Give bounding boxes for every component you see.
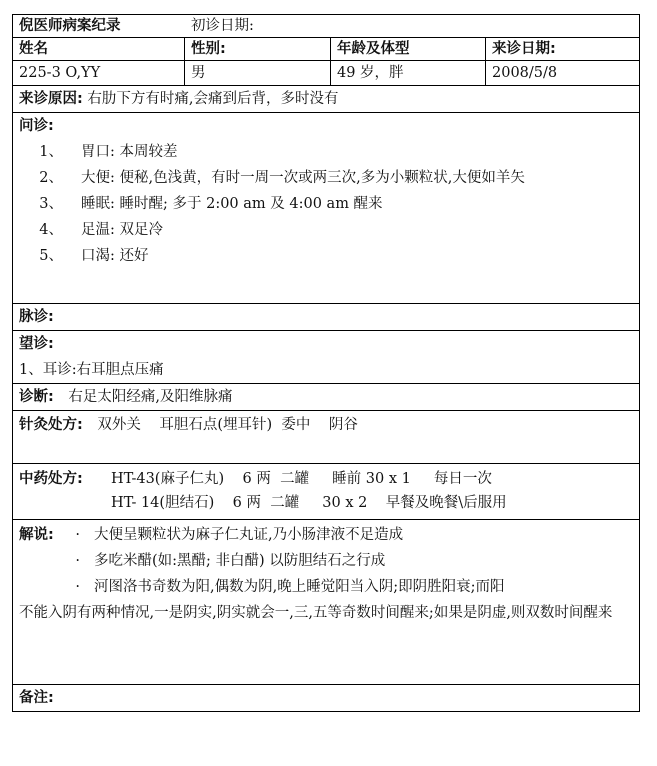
explanation-cell: 解说: · 大便呈颗粒状为麻子仁丸证,乃小肠津液不足造成 · 多吃米醋(如:黑醋; 非白醋) 以防胆结石之行成 · 河图洛书奇数为阳,偶数为阴,晚上睡觉阳当入阴;即阴胜阳衰;而阳 不能入阴有两种情况,一是阴实,阴实就会一,三,五等奇数时间醒来;如果是阴虚,则双数时间醒来 xyxy=(13,520,640,685)
case-record xyxy=(12,14,639,712)
herbal-label: 中药处方: xyxy=(19,471,83,487)
col-age-header: 年龄及体型 xyxy=(331,38,486,61)
explanation-bullet-item: · 多吃米醋(如:黑醋; 非白醋) 以防胆结石之行成 xyxy=(19,548,633,574)
visit-date: 2008/5/8 xyxy=(486,61,640,86)
herbal-cell xyxy=(13,464,640,520)
title-cell xyxy=(13,15,640,38)
inquiry-item: 4、 足温: 双足冷 xyxy=(39,222,163,238)
record-title: 倪医师病案纪录 xyxy=(19,18,121,34)
col-date-header: 来诊日期: xyxy=(486,38,640,61)
herbal-line: HT-43(麻子仁丸) 6 两 二罐 睡前 30 x 1 每日一次 xyxy=(111,471,492,487)
bullet-icon: · xyxy=(75,527,80,543)
inquiry-item: 1、 胃口: 本周较差 xyxy=(39,144,178,160)
diagnosis-cell xyxy=(13,384,640,411)
first-visit-label: 初诊日期: xyxy=(191,18,254,34)
inquiry-item: 2、 大便: 便秘,色浅黄，有时一周一次或两三次,多为小颗粒状,大便如羊矢 xyxy=(39,170,525,186)
patient-sex: 男 xyxy=(185,61,331,86)
case-record-table xyxy=(12,14,640,712)
inquiry-item: 5、 口渴: 还好 xyxy=(39,248,149,264)
notes-label: 备注: xyxy=(19,690,54,706)
diagnosis-label: 诊断: xyxy=(19,389,54,405)
acupuncture-cell xyxy=(13,411,640,464)
observe-label: 望诊: xyxy=(19,336,54,352)
patient-age-build: 49 岁，胖 xyxy=(331,61,486,86)
diagnosis-text: 右足太阳经痛,及阳维脉痛 xyxy=(68,389,233,405)
explanation-bullet-item: · 河图洛书奇数为阳,偶数为阴,晚上睡觉阳当入阴;即阴胜阳衰;而阳 xyxy=(19,574,633,600)
col-sex-header: 性别: xyxy=(185,38,331,61)
bullet-icon: · xyxy=(75,579,80,595)
observe-cell xyxy=(13,331,640,384)
pulse-cell xyxy=(13,304,640,331)
herbal-line: HT- 14(胆结石) 6 两 二罐 30 x 2 早餐及晚餐\后服用 xyxy=(111,495,507,511)
reason-label: 来诊原因: xyxy=(19,91,83,107)
observe-text: 1、耳诊:右耳胆点压痛 xyxy=(19,362,164,378)
inquiry-cell xyxy=(13,113,640,304)
reason-cell xyxy=(13,86,640,113)
inquiry-item: 3、 睡眠: 睡时醒; 多于 2:00 am 及 4:00 am 醒来 xyxy=(39,196,383,212)
notes-cell xyxy=(13,685,640,712)
patient-name: 225-3 O,YY xyxy=(13,61,185,86)
acupuncture-label: 针灸处方: xyxy=(19,417,83,433)
inquiry-label: 问诊: xyxy=(19,118,54,134)
reason-text: 右肋下方有时痛,会痛到后背，多时没有 xyxy=(87,91,339,107)
bullet-icon: · xyxy=(75,553,80,569)
acupuncture-text: 双外关 耳胆石点(埋耳针) 委中 阴谷 xyxy=(97,417,358,433)
explanation-bullet-item: · 大便呈颗粒状为麻子仁丸证,乃小肠津液不足造成 xyxy=(19,522,633,548)
pulse-label: 脉诊: xyxy=(19,309,54,325)
col-name-header: 姓名 xyxy=(13,38,185,61)
explanation-continuation: 不能入阴有两种情况,一是阴实,阴实就会一,三,五等奇数时间醒来;如果是阴虚,则双数时间醒来 xyxy=(19,605,613,621)
